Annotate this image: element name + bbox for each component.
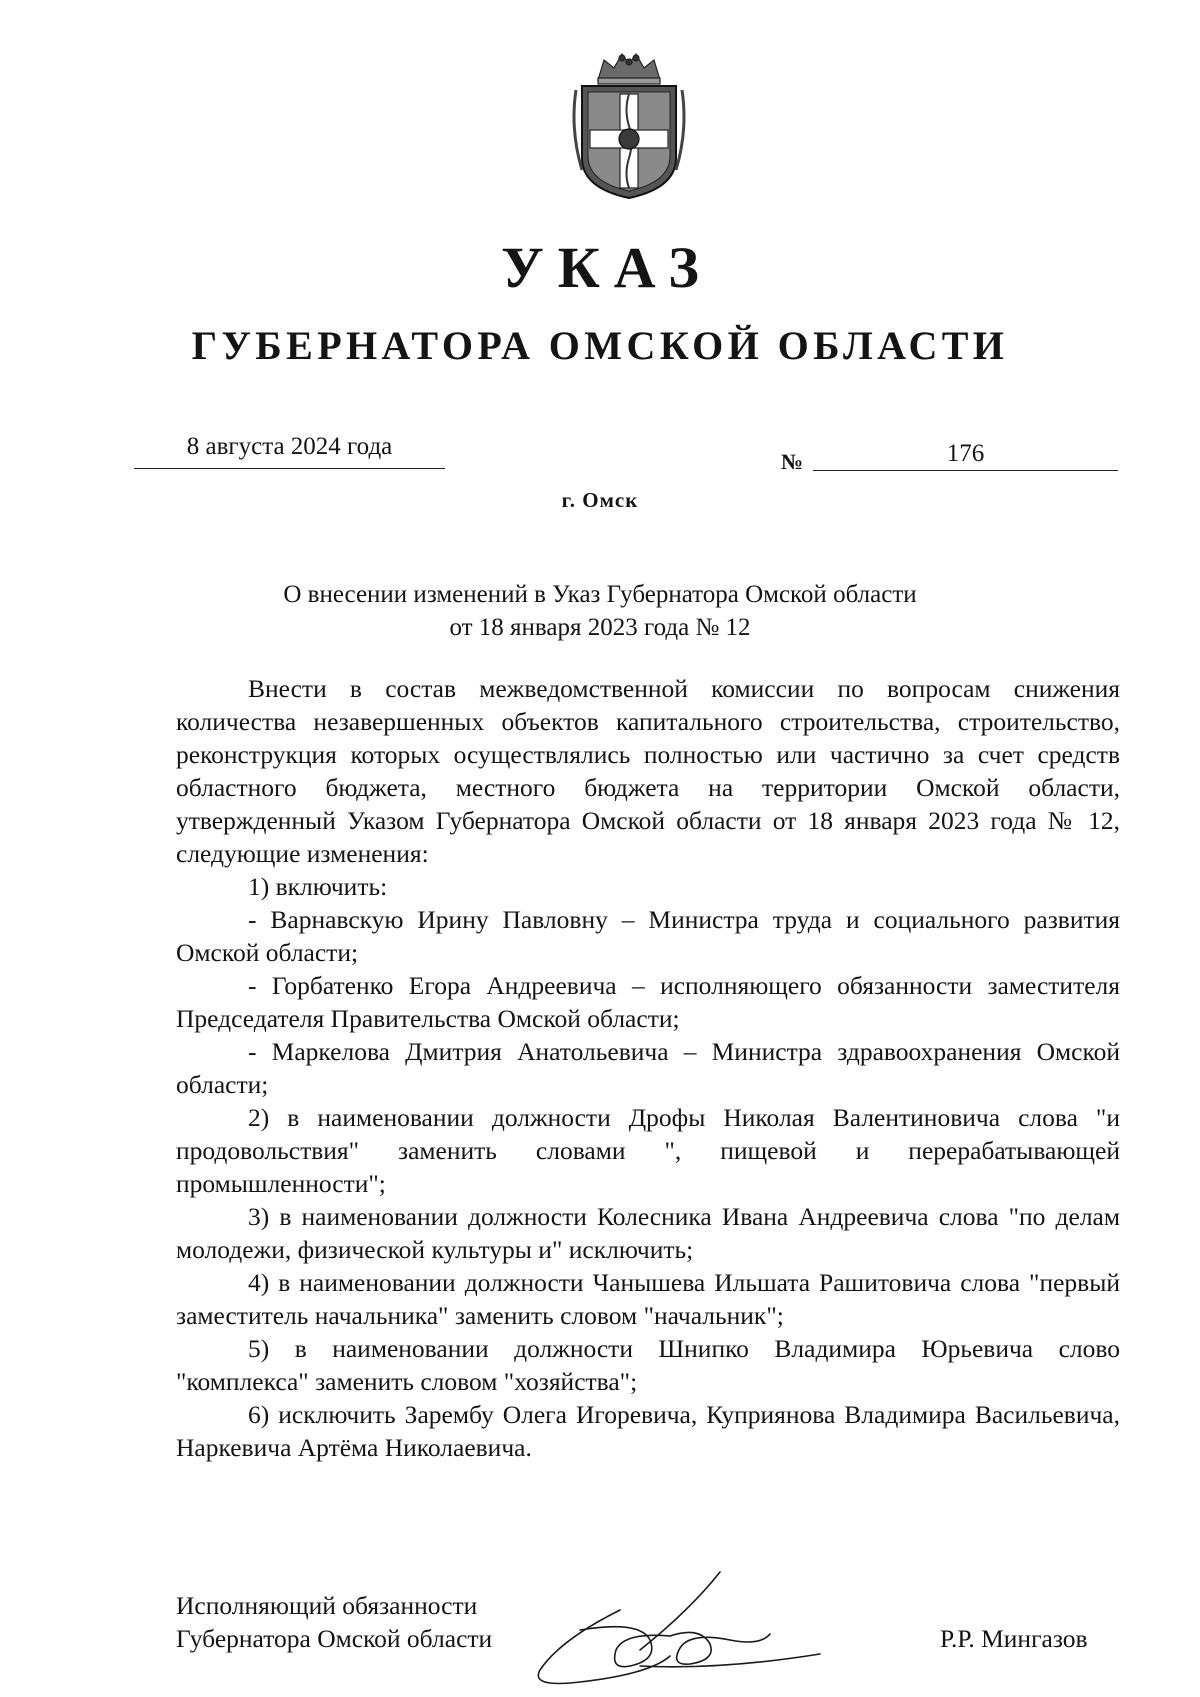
paragraph-include-3: - Маркелова Дмитрия Анатольевича – Министра здравоохранения Омской области; xyxy=(176,1037,1120,1099)
issuer-title: ГУБЕРНАТОРА ОМСКОЙ ОБЛАСТИ xyxy=(191,323,1009,368)
document-type-title: УКАЗ xyxy=(501,235,713,300)
crown-icon xyxy=(598,54,660,84)
paragraph-item-4: 4) в наименовании должности Чанышева Ильшата Рашитовича слова "первый заместитель начальника" заменить словом "начальник"; xyxy=(176,1268,1120,1330)
signatory-title xyxy=(176,1589,492,1655)
place-of-issue: г. Омск xyxy=(561,488,639,512)
signatory-title-line-1: Исполняющий обязанности xyxy=(176,1591,478,1620)
decree-date: 8 августа 2024 года xyxy=(134,432,445,469)
decree-number: 176 xyxy=(813,439,1118,471)
paragraph-item-5: 5) в наименовании должности Шнипко Владимира Юрьевича слово "комплекса" заменить словом "хозяйства"; xyxy=(176,1334,1120,1396)
paragraph-item-3: 3) в наименовании должности Колесника Ивана Андреевича слова "по делам молодежи, физической культуры и" исключить; xyxy=(176,1202,1120,1264)
paragraph-item-2: 2) в наименовании должности Дрофы Николая Валентиновича слова "и продовольствия" заменить словами ", пищевой и перерабатывающей промышленности"; xyxy=(176,1103,1120,1198)
number-sign-label: № xyxy=(781,449,804,474)
paragraph-include-2: - Горбатенко Егора Андреевича – исполняющего обязанности заместителя Председателя Правительства Омской области; xyxy=(176,971,1120,1033)
heading-line-1: О внесении изменений в Указ Губернатора Омской области xyxy=(283,581,917,608)
signatory-title-line-2: Губернатора Омской области xyxy=(176,1624,493,1653)
paragraph-item-6: 6) исключить Зарембу Олега Игоревича, Куприянова Владимира Васильевича, Наркевича Артёма Николаевича. xyxy=(176,1400,1120,1462)
coat-of-arms-icon xyxy=(568,50,690,200)
paragraph-item-1: 1) включить: xyxy=(248,872,388,901)
heading-line-2: от 18 января 2023 года № 12 xyxy=(449,614,751,641)
decree-body xyxy=(176,672,1120,1464)
paragraph-include-1: - Варнавскую Ирину Павловну – Министра труда и социального развития Омской области; xyxy=(176,905,1120,967)
signatory-name: Р.Р. Мингазов xyxy=(940,1624,1088,1653)
paragraph-intro: Внести в состав межведомственной комиссии по вопросам снижения количества незавершенных объектов капитального строительства, строительство, реконструкция которых осуществлялись полностью или частично за счет средств областного бюджета, местного бюджета на территории Омской области, утвержденный Указом Губернатора Омской области от 18 января 2023 года № 12, следующие изменения: xyxy=(176,674,1120,868)
signature-icon xyxy=(520,1570,830,1692)
decree-heading xyxy=(0,578,1200,644)
